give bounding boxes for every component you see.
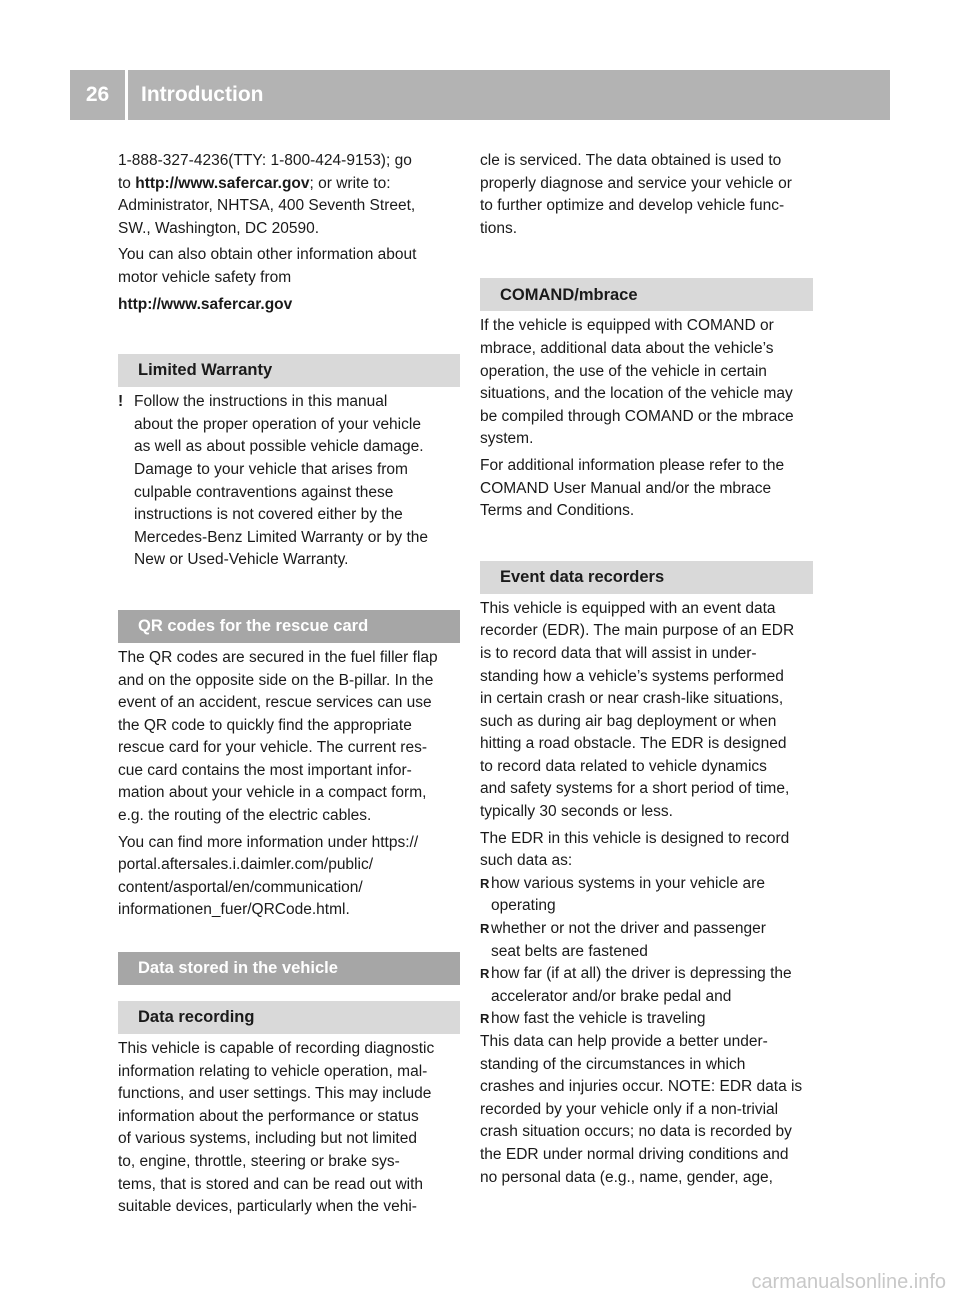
text-line: The QR codes are secured in the fuel filler flap [118, 648, 438, 666]
text-line: event of an accident, rescue services can use [118, 694, 432, 712]
text-line: The EDR in this vehicle is designed to record [480, 829, 790, 847]
text-line: You can find more information under https:// [118, 833, 419, 851]
text-line: suitable devices, particularly when the vehi- [118, 1198, 417, 1216]
text-line: and on the opposite side on the B-pillar. In the [118, 671, 434, 689]
text-line: in certain crash or near crash-like situations, [480, 690, 784, 708]
text-line: For additional information please refer to the [480, 456, 785, 474]
text-line: functions, and user settings. This may include [118, 1085, 432, 1103]
text-line: Damage to your vehicle that arises from [134, 460, 408, 478]
text-line: content/asportal/en/communication/ [118, 878, 363, 896]
text-line: e.g. the routing of the electric cables. [118, 807, 372, 825]
safercar-link-2[interactable]: http://www.safercar.gov [118, 295, 293, 313]
text-line: no personal data (e.g., name, gender, age, [480, 1168, 773, 1186]
section-heading-data-stored: Data stored in the vehicle [118, 952, 460, 985]
page-number: 26 [70, 70, 125, 120]
text-line: crash situation occurs; no data is recorded by [480, 1123, 792, 1141]
text-fragment: how far (if at all) the driver is depressing the [491, 965, 792, 983]
text-line: typically 30 seconds or less. [480, 803, 673, 821]
section-heading-limited-warranty: Limited Warranty [118, 354, 460, 387]
text-line: motor vehicle safety from [118, 268, 292, 286]
text-line [118, 173, 460, 196]
text-line: be compiled through COMAND or the mbrace [480, 407, 794, 425]
bullet-item [480, 918, 813, 941]
text-line: recorder (EDR). The main purpose of an EDR [480, 622, 795, 640]
bullet-icon: R [480, 875, 490, 891]
safercar-link[interactable]: http://www.safercar.gov [135, 174, 310, 192]
text-line: as well as about possible vehicle damage. [134, 438, 424, 456]
text-line: rescue card for your vehicle. The current res- [118, 739, 427, 757]
text-line: the EDR under normal driving conditions and [480, 1145, 789, 1163]
text-line: and safety systems for a short period of time, [480, 780, 790, 798]
text-line: Mercedes-Benz Limited Warranty or by the [134, 528, 429, 546]
text-line: standing how a vehicle’s systems performed [480, 667, 784, 685]
text-line: information relating to vehicle operation, mal- [118, 1062, 428, 1080]
text-line: This data can help provide a better under- [480, 1033, 768, 1050]
section-heading-edr: Event data recorders [480, 561, 813, 594]
text-line: such as during air bag deployment or when [480, 712, 777, 730]
text-line: is to record data that will assist in under- [480, 644, 757, 662]
text-line: tems, that is stored and can be read out with [118, 1175, 424, 1193]
text-line: to, engine, throttle, steering or brake sys- [118, 1153, 400, 1170]
text-line: to further optimize and develop vehicle func- [480, 197, 785, 215]
text-line: If the vehicle is equipped with COMAND or [480, 317, 774, 335]
text-fragment: how various systems in your vehicle are [491, 874, 765, 892]
text-line: SW., Washington, DC 20590. [118, 219, 320, 237]
text-line [118, 391, 460, 414]
text-line: seat belts are fastened [491, 942, 648, 960]
text-line: mbrace, additional data about the vehicle’s [480, 339, 774, 357]
text-fragment: ; or write to: [309, 174, 391, 192]
bullet-icon: R [480, 921, 490, 937]
text-line: cle is serviced. The data obtained is used to [480, 152, 782, 169]
text-line: instructions is not covered either by the [134, 506, 403, 524]
bullet-item [480, 963, 813, 986]
text-line: operation, the use of the vehicle in certain [480, 362, 767, 380]
section-heading-data-recording: Data recording [118, 1001, 460, 1034]
text-line: 1-888-327-4236(TTY: 1-800-424-9153); go [118, 152, 412, 169]
text-line: mation about your vehicle in a compact form, [118, 784, 427, 802]
text-line: about the proper operation of your vehicle [134, 415, 421, 433]
text-line: You can also obtain other information about [118, 246, 417, 264]
text-line: informationen_fuer/QRCode.html. [118, 901, 350, 919]
text-line: the QR code to quickly find the appropriate [118, 716, 412, 734]
text-fragment: how fast the vehicle is traveling [491, 1010, 706, 1028]
text-line: This vehicle is capable of recording diagnostic [118, 1040, 435, 1058]
text-line: accelerator and/or brake pedal and [491, 987, 732, 1005]
text-line: tions. [480, 219, 518, 237]
text-line: This vehicle is equipped with an event data [480, 599, 776, 617]
text-line: situations, and the location of the vehicle may [480, 385, 793, 403]
text-line: standing of the circumstances in which [480, 1055, 746, 1073]
text-line: portal.aftersales.i.daimler.com/public/ [118, 856, 374, 874]
text-line: New or Used-Vehicle Warranty. [134, 551, 349, 569]
left-column [118, 150, 460, 1219]
section-heading-qr-codes: QR codes for the rescue card [118, 610, 460, 643]
text-line: to record data related to vehicle dynamics [480, 757, 767, 775]
warning-icon: ! [118, 393, 124, 411]
text-line: COMAND User Manual and/or the mbrace [480, 479, 772, 497]
bullet-item [480, 873, 813, 896]
page-title: Introduction [128, 70, 890, 120]
text-line: information about the performance or status [118, 1107, 419, 1125]
text-line: system. [480, 430, 534, 448]
text-line: operating [491, 897, 556, 915]
text-line: hitting a road obstacle. The EDR is designed [480, 735, 787, 753]
bullet-item [480, 1008, 813, 1031]
text-line: such data as: [480, 852, 573, 870]
text-fragment: Follow the instructions in this manual [134, 393, 388, 411]
right-column [480, 150, 813, 1189]
text-line: crashes and injuries occur. NOTE: EDR data is [480, 1078, 803, 1096]
text-line: properly diagnose and service your vehicle or [480, 174, 792, 192]
text-line: of various systems, including but not limited [118, 1130, 417, 1148]
section-heading-comand: COMAND/mbrace [480, 278, 813, 311]
bullet-icon: R [480, 1011, 490, 1027]
text-line: culpable contraventions against these [134, 483, 394, 501]
text-fragment: whether or not the driver and passenger [491, 920, 766, 938]
text-line: Terms and Conditions. [480, 502, 635, 520]
watermark: carmanualsonline.info [751, 1271, 946, 1293]
text-line: Administrator, NHTSA, 400 Seventh Street, [118, 197, 416, 215]
text-line: recorded by your vehicle only if a non-trivial [480, 1100, 779, 1118]
text-fragment: to [118, 174, 131, 192]
text-line: cue card contains the most important infor- [118, 761, 412, 779]
bullet-icon: R [480, 966, 490, 982]
